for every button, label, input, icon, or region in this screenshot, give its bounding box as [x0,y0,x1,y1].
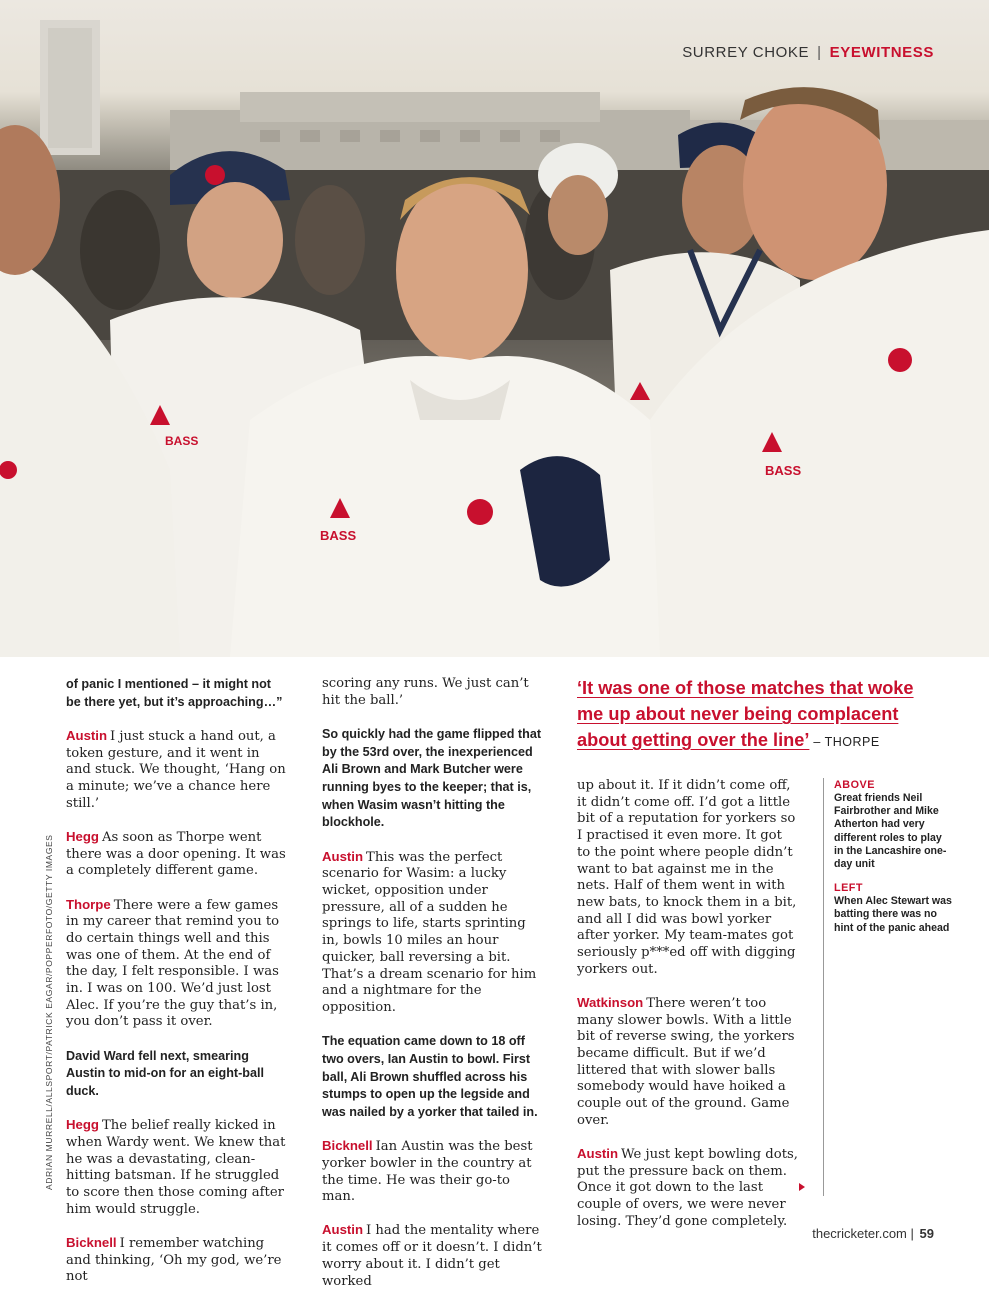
continue-arrow-icon [799,1183,805,1191]
speaker-name: Thorpe [66,896,111,912]
body-paragraph [66,1235,288,1286]
body-paragraph [577,1146,799,1231]
speaker-name: Austin [322,1222,364,1238]
quote-text: There weren’t too many slower bowls. With a little bit of reverse swing, the yorkers became difficult. But if we’d littered that with slower balls somebody would have hoiked a couple out of the ground. Game over. [577,995,795,1128]
caption-heading: ABOVE [834,779,875,791]
quote-text: I just stuck a hand out, a token gesture, and it went in and stuck. We thought, ‘Hang on a minute; we’ve a chance here still.’ [66,728,286,811]
footer-separator: | [910,1226,914,1241]
quote-text: We just kept bowling dots, put the pressure back on them. Once it got down to the last couple of overs, we were never losing. They’d gone completely. [577,1147,798,1229]
body-paragraph [66,728,288,813]
bass-logo-text: BASS [165,434,199,448]
caption-heading: LEFT [834,882,863,895]
speaker-name: Watkinson [577,994,644,1010]
speaker-name: Hegg [66,828,99,844]
quote-text: I remember watching and thinking, ‘Oh my god, we’re not [66,1235,282,1285]
speaker-name: Austin [322,848,364,864]
pull-quote-line: me up about never being complacent [577,704,899,724]
speaker-name: Austin [577,1146,619,1162]
quote-text: There were a few games in my career that remind you to do certain things well and this was one of them. At the end of the day, I felt responsible. I was in. I was on 100. We’d just lost Alec. If you’re the guy that’s in, you don’t pass it over. [66,897,280,1030]
body-paragraph [322,1222,544,1290]
body-paragraph [66,897,288,1032]
body-paragraph [66,676,288,711]
body-paragraph [577,995,799,1130]
quote-text: This was the perfect scenario for Wasim: a lucky wicket, opposition under pressure, all of a sudden he springs to life, starts sprinting in, bowls 10 miles an hour quicker, ball reversing a bit. That’s a dream scenario for him and a nightmare for the opposition. [322,849,537,1015]
body-paragraph [322,676,544,709]
intro-text: The equation came down to 18 off two overs, Ian Austin to bowl. First ball, Ali Brown shuffled across his stumps to open up the legside and was nailed by a yorker that tailed in. [322,1034,538,1119]
quote-text: I had the mentality where it comes off or it doesn’t. I didn’t worry about it. I didn’t get worked [322,1223,542,1289]
photo-credit: ADRIAN MURRELL/ALLSPORT/PATRICK EAGAR/POPPERFOTO/GETTY IMAGES [44,834,54,1190]
body-paragraph [577,778,799,978]
quote-text: The belief really kicked in when Wardy went. We knew that he was a devastating, clean-hitting batsman. If he struggled to score then those coming after him would struggle. [66,1118,286,1217]
site-url: thecricketer.com [812,1226,907,1241]
speaker-name: Austin [66,727,108,743]
running-head [682,44,934,61]
bass-logo-text: BASS [320,528,357,543]
running-head-section: EYEWITNESS [829,44,934,61]
body-paragraph [322,1138,544,1206]
photo-captions [823,778,954,1196]
intro-text: of panic I mentioned – it might not be there yet, but it’s approaching…” [66,677,283,709]
caption-text: When Alec Stewart was batting there was no hint of the panic ahead [834,895,952,934]
quote-text: Ian Austin was the best yorker bowler in the country at the time. He was their go-to man. [322,1139,533,1205]
running-head-title: SURREY CHOKE [682,44,810,61]
body-paragraph [66,1117,288,1218]
page-footer [812,1226,934,1241]
text-column-2 [322,676,544,1307]
pull-quote-line: about getting over the line’ [577,730,810,750]
speaker-name: Hegg [66,1117,99,1133]
text-column-3 [577,778,799,1247]
speaker-name: Bicknell [66,1234,117,1250]
body-paragraph [322,1033,544,1122]
pull-quote-line: ‘It was one of those matches that woke [577,678,914,698]
quote-text: scoring any runs. We just can’t hit the ball.’ [322,676,529,708]
quote-text: As soon as Thorpe went there was a door opening. It was a completely different game. [66,829,286,879]
caption-text: Great friends Neil Fairbrother and Mike Atherton had very different roles to play in the Lancashire one-day unit [834,792,947,871]
running-head-separator: | [817,44,822,61]
text-column-1 [66,676,288,1303]
body-paragraph [322,726,544,832]
page-number: 59 [919,1226,934,1241]
bass-logo-text: BASS [765,463,802,478]
quote-text: up about it. If it didn’t come off, it didn’t come off. I’d got a little bit of a reputation for yorkers so I practised it even more. It got to the point where people didn’t want to bat against me in the nets. Half of them went in with new bats, to knock them in a bit, and all I did was bowl yorker after yorker. My team-mates got seriously p***ed off with digging yorkers out. [577,778,797,977]
body-paragraph [66,1048,288,1101]
speaker-name: Bicknell [322,1138,373,1154]
pull-quote [577,675,937,755]
intro-text: So quickly had the game flipped that by the 53rd over, the inexperienced Ali Brown and Mark Butcher were running byes to the keeper; that is, when Wasim wasn’t hitting the blockhole. [322,726,542,830]
intro-text: David Ward fell next, smearing Austin to mid-on for an eight-ball duck. [66,1048,264,1099]
body-paragraph [66,829,288,880]
body-paragraph [322,849,544,1017]
pull-quote-attribution: – THORPE [809,735,880,749]
